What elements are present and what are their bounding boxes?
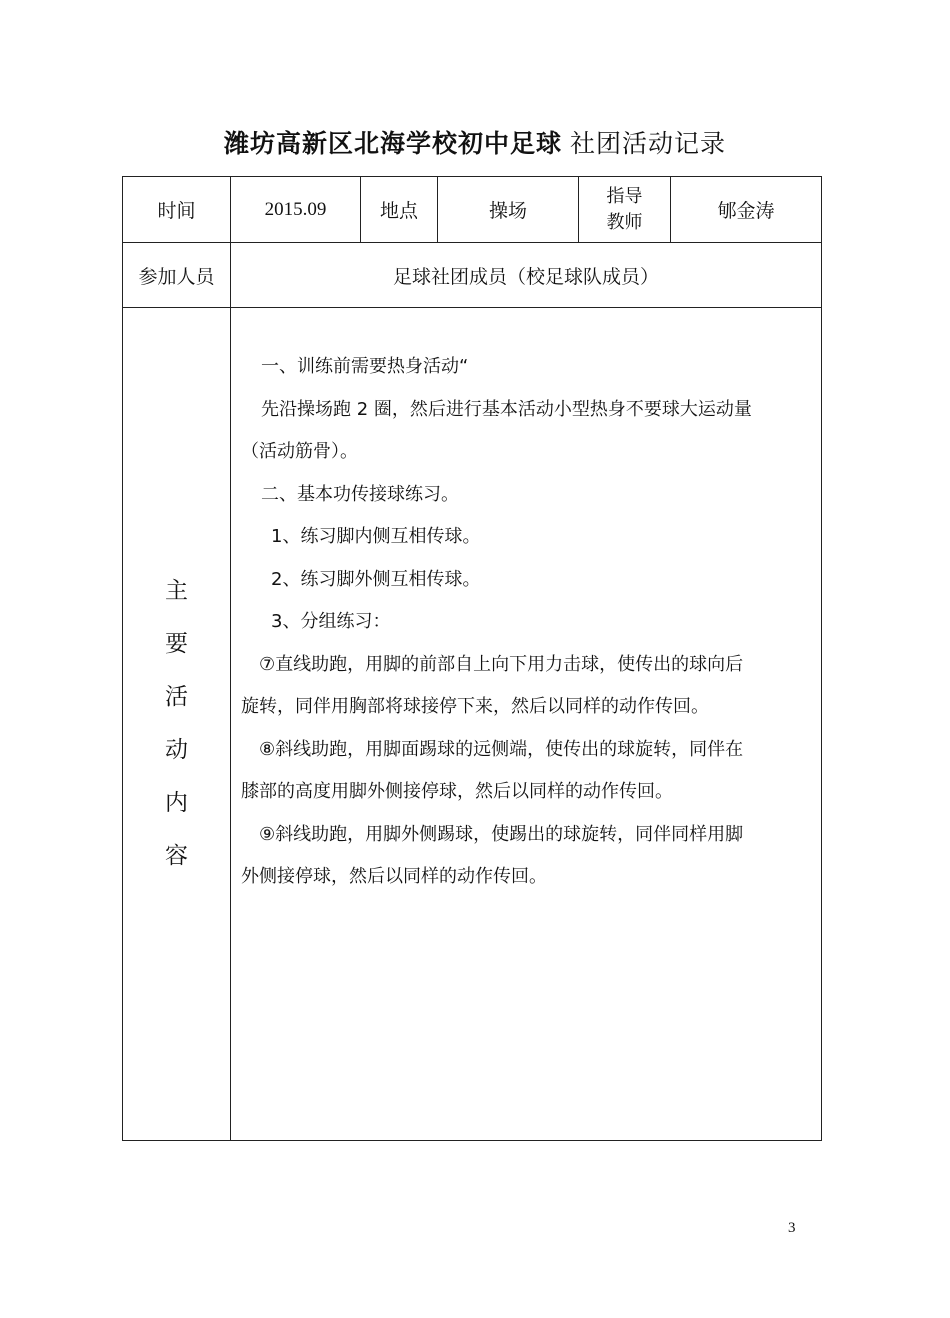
place-value: [438, 177, 579, 243]
content-line: （活动筋骨）。: [241, 441, 358, 462]
content-line: ⑦直线助跑，用脚的前部自上向下用力击球，使传出的球向后: [259, 653, 744, 675]
table-row: [123, 177, 822, 243]
time-label-text: 时间: [157, 200, 196, 222]
page-title: [0, 124, 950, 160]
content-label-vertical: [123, 308, 230, 1140]
content-label: [123, 308, 231, 1141]
content-line: 3、分组练习：: [271, 611, 391, 632]
content-text: [231, 308, 821, 899]
content-line: 2、练习脚外侧互相传球。: [271, 568, 481, 590]
content-line: 旋转，同伴用胸部将球接停下来，然后以同样的动作传回。: [241, 696, 709, 717]
participants-value-text: 足球社团成员（校足球队成员）: [392, 265, 659, 288]
content-label-char: 活: [165, 684, 188, 710]
activity-record-table: [122, 176, 822, 1141]
participants-value: [231, 243, 822, 308]
content-label-char: 主: [165, 578, 188, 604]
content-line: 外侧接停球，然后以同样的动作传回。: [241, 866, 547, 887]
table-row: [123, 243, 822, 308]
content-line: 一、训练前需要热身活动“: [261, 356, 469, 377]
teacher-label-line1: 指导: [606, 185, 643, 207]
time-label: [123, 177, 231, 243]
content-label-char: 内: [165, 790, 188, 816]
time-value-text: 2015.09: [264, 198, 327, 220]
teacher-label-line2: 教师: [606, 211, 643, 233]
content-line: ⑧斜线助跑，用脚面踢球的远侧端，使传出的球旋转，同伴在: [259, 738, 744, 760]
content-label-char: 要: [165, 631, 188, 657]
time-value: [231, 177, 361, 243]
content-label-char: 容: [165, 843, 188, 869]
content-line: 二、基本功传接球练习。: [261, 483, 459, 505]
teacher-value-text: 郇金涛: [717, 200, 775, 222]
place-label-text: 地点: [379, 200, 418, 222]
content-line: 1、练习脚内侧互相传球。: [271, 526, 481, 547]
table-row: [123, 308, 822, 1141]
teacher-value: [671, 177, 822, 243]
content-line: 膝部的高度用脚外侧接停球，然后以同样的动作传回。: [241, 781, 673, 802]
teacher-label: [579, 177, 671, 243]
page-number: 3: [788, 1220, 796, 1236]
title-main: 潍坊高新区北海学校初中足球: [223, 129, 562, 158]
title-sub: 社团活动记录: [570, 129, 727, 158]
content-body: [231, 308, 822, 1141]
place-label: [361, 177, 438, 243]
content-line: 先沿操场跑 2 圈，然后进行基本活动小型热身不要球大运动量: [261, 398, 752, 420]
participants-label-text: 参加人员: [138, 265, 215, 288]
content-label-char: 动: [165, 737, 188, 763]
place-value-text: 操场: [488, 200, 527, 222]
content-line: ⑨斜线助跑，用脚外侧踢球，使踢出的球旋转，同伴同样用脚: [259, 823, 744, 845]
participants-label: [123, 243, 231, 308]
